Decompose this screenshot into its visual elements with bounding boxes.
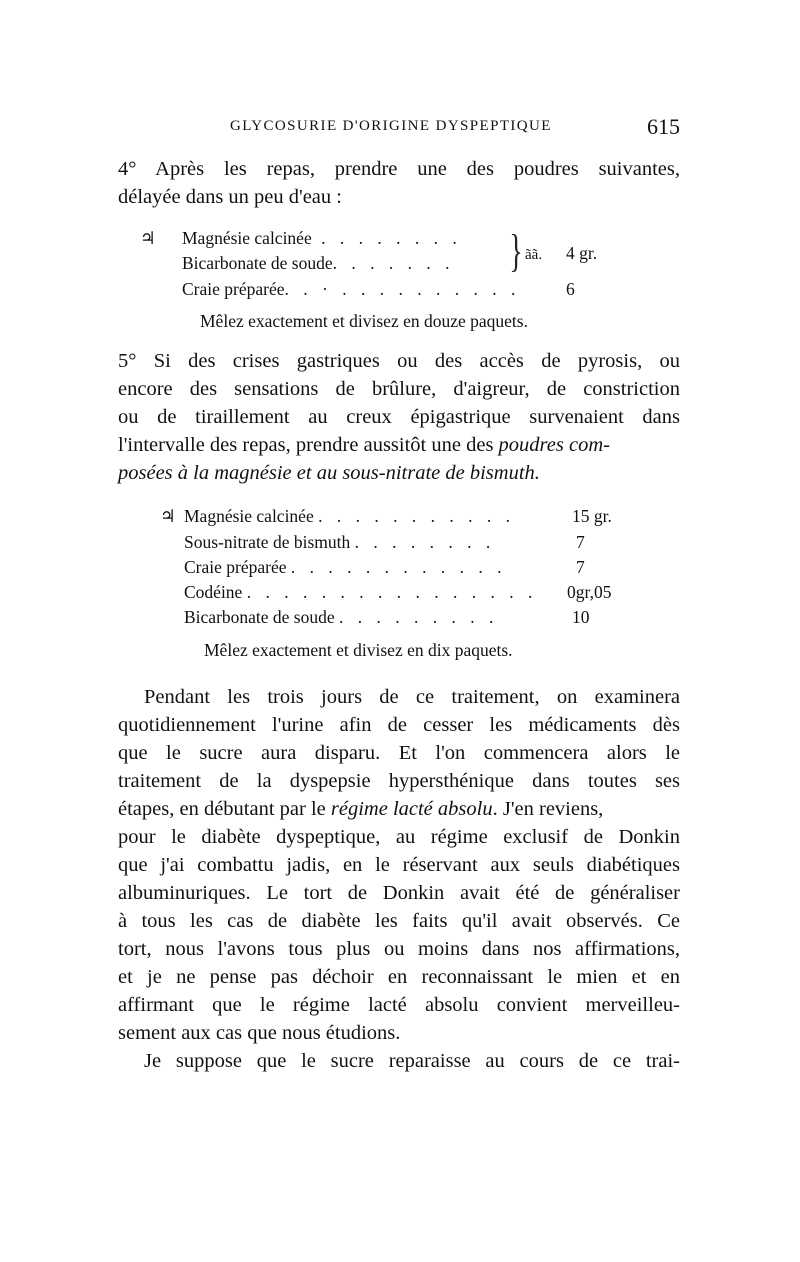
- paragraph-line: [118, 798, 603, 821]
- rx1-item: [182, 228, 462, 249]
- page-header: [118, 114, 680, 144]
- section5-line: [118, 462, 540, 485]
- paragraph-line: sement aux cas que nous étudions.: [118, 1022, 401, 1044]
- rx1-item: [182, 279, 520, 300]
- paragraph-line: quotidiennement l'urine afin de cesser les médicaments dès: [118, 714, 680, 736]
- section5-line: encore des sensations de brûlure, d'aigreur, de constriction: [118, 378, 680, 400]
- rx2-item-dots: . . . . . . . . . . . .: [290, 557, 507, 577]
- section5-italic: posées à la magnésie et au sous-nitrate de bismuth.: [118, 462, 540, 484]
- section4-line-1: 4° Après les repas, prendre une des poudres suivantes,: [118, 158, 680, 180]
- rx2-dose: 7: [576, 532, 585, 552]
- paragraph-italic: régime lacté absolu: [330, 798, 493, 820]
- paragraph-line: que j'ai combattu jadis, en le réservant aux seuls diabétiques: [118, 854, 680, 876]
- rx2-item-dots: . . . . . . . . . . .: [318, 506, 515, 526]
- rx2-dose: 0gr,05: [567, 582, 612, 602]
- rx2-item-name: Sous-nitrate de bismuth: [184, 532, 351, 552]
- paragraph-line: albuminuriques. Le tort de Donkin avait été de généraliser: [118, 882, 680, 904]
- rx1-item-dots: . . · . . . . . . . . . .: [284, 279, 521, 299]
- paragraph-text: . J'en reviens,: [492, 798, 604, 820]
- rx1-item-dots: . . . . . . .: [332, 253, 455, 273]
- section4-line-2: délayée dans un peu d'eau :: [118, 186, 342, 208]
- rx2-item-name: Bicarbonate de soude: [184, 607, 335, 627]
- rx1-item-dots: . . . . . . . .: [311, 228, 462, 248]
- section5-line-text: l'intervalle des repas, prendre aussitôt une des: [118, 434, 494, 456]
- brace: }: [509, 225, 523, 276]
- section5-line: [118, 434, 610, 457]
- aa-abbreviation: ãã.: [525, 247, 543, 263]
- rx2-item-name: Craie préparée: [184, 557, 287, 577]
- paragraph-line: que le sucre aura disparu. Et l'on commencera alors le: [118, 742, 680, 764]
- rx-symbol: ♃: [160, 506, 176, 526]
- rx2-item-dots: . . . . . . . .: [354, 532, 496, 552]
- section5-italic: poudres com-: [498, 434, 610, 456]
- rx2-dose: 7: [576, 557, 585, 577]
- rx1-instruction: Mêlez exactement et divisez en douze paquets.: [200, 311, 528, 331]
- rx2-item: [184, 582, 537, 603]
- rx2-item-dots: . . . . . . . . . . . . . . . .: [246, 582, 538, 602]
- paragraph-line: Je suppose que le sucre reparaisse au cours de ce trai-: [144, 1050, 680, 1072]
- rx1-dose: 4 gr.: [566, 243, 598, 263]
- rx2-item-name: Codéine: [184, 582, 243, 602]
- rx2-item: [184, 506, 515, 527]
- rx2-item: [184, 607, 498, 628]
- rx1-dose: 6: [566, 279, 575, 299]
- running-head: GLYCOSURIE D'ORIGINE DYSPEPTIQUE: [230, 118, 552, 134]
- rx2-instruction: Mêlez exactement et divisez en dix paquets.: [204, 640, 513, 660]
- rx2-dose: 15 gr.: [572, 506, 612, 526]
- rx2-item: [184, 557, 507, 578]
- rx2-item: [184, 532, 495, 553]
- paragraph-line: et je ne pense pas déchoir en reconnaissant le mien et en: [118, 966, 680, 988]
- paragraph-line: traitement de la dyspepsie hypersthénique dans toutes ses: [118, 770, 680, 792]
- rx1-item-name: Magnésie calcinée: [182, 228, 312, 248]
- section5-line: 5° Si des crises gastriques ou des accès de pyrosis, ou: [118, 350, 680, 372]
- paragraph-text: étapes, en débutant par le: [118, 798, 326, 820]
- rx1-item-name: Craie préparée: [182, 279, 285, 299]
- rx2-item-name: Magnésie calcinée: [184, 506, 314, 526]
- paragraph-line: à tous les cas de diabète les faits qu'il avait observés. Ce: [118, 910, 680, 932]
- paragraph-line: affirmant que le régime lacté absolu convient merveilleu-: [118, 994, 680, 1016]
- paragraph-line: pour le diabète dyspeptique, au régime exclusif de Donkin: [118, 826, 680, 848]
- rx1-item-name: Bicarbonate de soude: [182, 253, 333, 273]
- page-number: 615: [647, 114, 680, 139]
- rx1-item: [182, 253, 455, 274]
- rx2-dose: 10: [572, 607, 590, 627]
- paragraph-line: Pendant les trois jours de ce traitement, on examinera: [144, 686, 680, 708]
- rx-symbol: ♃: [140, 228, 156, 248]
- paragraph-line: tort, nous l'avons tous plus ou moins dans nos affirmations,: [118, 938, 680, 960]
- section5-line: ou de tiraillement au creux épigastrique survenaient dans: [118, 406, 680, 428]
- rx2-item-dots: . . . . . . . . .: [339, 607, 499, 627]
